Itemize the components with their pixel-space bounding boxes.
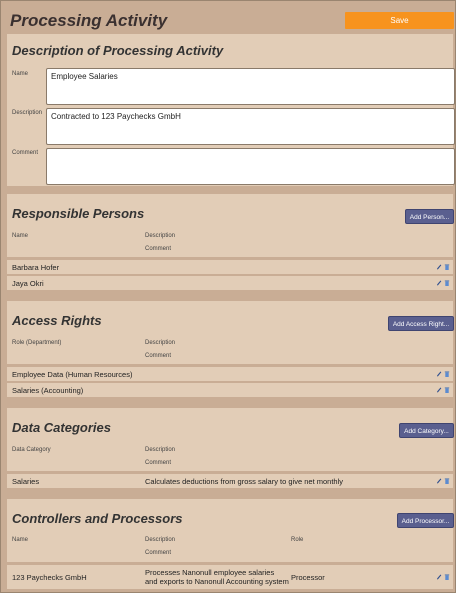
add-processor-button[interactable]: Add Processor... <box>397 513 454 528</box>
categories-section-title: Data Categories <box>12 420 111 435</box>
trash-icon[interactable] <box>444 280 450 287</box>
trash-icon[interactable] <box>444 371 450 378</box>
controllers-section-title: Controllers and Processors <box>12 511 183 526</box>
row-actions <box>436 264 450 271</box>
access-section <box>7 301 453 364</box>
table-row[interactable] <box>7 474 453 488</box>
table-row[interactable] <box>7 367 453 381</box>
col-comment: Comment <box>145 550 172 556</box>
processor-description-line2: and exports to Nanonull Accounting system <box>145 577 289 586</box>
col-comment: Comment <box>145 353 172 359</box>
trash-icon[interactable] <box>444 478 450 485</box>
page-title: Processing Activity <box>10 11 168 30</box>
responsible-section <box>7 194 453 257</box>
row-actions <box>436 574 450 581</box>
pencil-icon[interactable] <box>436 371 442 378</box>
col-role: Role (Department) <box>12 340 62 346</box>
col-comment: Comment <box>145 246 172 252</box>
table-row[interactable] <box>7 276 453 290</box>
person-name: Jaya Okri <box>12 279 44 288</box>
table-row[interactable] <box>7 565 453 589</box>
row-actions <box>436 371 450 378</box>
category-description: Calculates deductions from gross salary to give net monthly <box>145 477 344 486</box>
processor-role: Processor <box>291 573 325 582</box>
table-row[interactable] <box>7 260 453 274</box>
person-name: Barbara Hofer <box>12 263 60 272</box>
pencil-icon[interactable] <box>436 478 442 485</box>
col-comment: Comment <box>145 460 172 466</box>
row-actions <box>436 387 450 394</box>
row-actions <box>436 478 450 485</box>
col-description: Description <box>145 447 176 453</box>
add-access-right-button[interactable]: Add Access Right... <box>388 316 454 331</box>
table-row[interactable] <box>7 383 453 397</box>
col-description: Description <box>145 233 176 239</box>
controllers-section <box>7 499 453 562</box>
add-person-button[interactable]: Add Person... <box>405 209 454 224</box>
comment-field[interactable] <box>46 148 455 185</box>
pencil-icon[interactable] <box>436 387 442 394</box>
description-field[interactable]: Contracted to 123 Paychecks GmbH <box>46 108 455 145</box>
access-role: Employee Data (Human Resources) <box>12 370 133 379</box>
save-button[interactable]: Save <box>345 12 454 29</box>
pencil-icon[interactable] <box>436 264 442 271</box>
processor-name: 123 Paychecks GmbH <box>12 573 87 582</box>
col-role: Role <box>291 537 304 543</box>
col-name: Name <box>12 233 29 239</box>
description-label: Description <box>12 110 43 116</box>
trash-icon[interactable] <box>444 574 450 581</box>
trash-icon[interactable] <box>444 387 450 394</box>
access-role: Salaries (Accounting) <box>12 386 84 395</box>
description-section <box>7 34 453 186</box>
col-description: Description <box>145 537 176 543</box>
name-label: Name <box>12 71 29 77</box>
row-actions <box>436 280 450 287</box>
responsible-section-title: Responsible Persons <box>12 206 145 221</box>
description-section-title: Description of Processing Activity <box>12 43 224 58</box>
processor-description-line1: Processes Nanonull employee salaries <box>145 568 275 577</box>
col-description: Description <box>145 340 176 346</box>
category-name: Salaries <box>12 477 40 486</box>
pencil-icon[interactable] <box>436 574 442 581</box>
pencil-icon[interactable] <box>436 280 442 287</box>
categories-section <box>7 408 453 471</box>
trash-icon[interactable] <box>444 264 450 271</box>
col-name: Name <box>12 537 29 543</box>
name-field[interactable]: Employee Salaries <box>46 68 455 105</box>
add-category-button[interactable]: Add Category... <box>399 423 454 438</box>
comment-label: Comment <box>12 150 39 156</box>
col-data-category: Data Category <box>12 447 51 453</box>
access-section-title: Access Rights <box>12 313 102 328</box>
